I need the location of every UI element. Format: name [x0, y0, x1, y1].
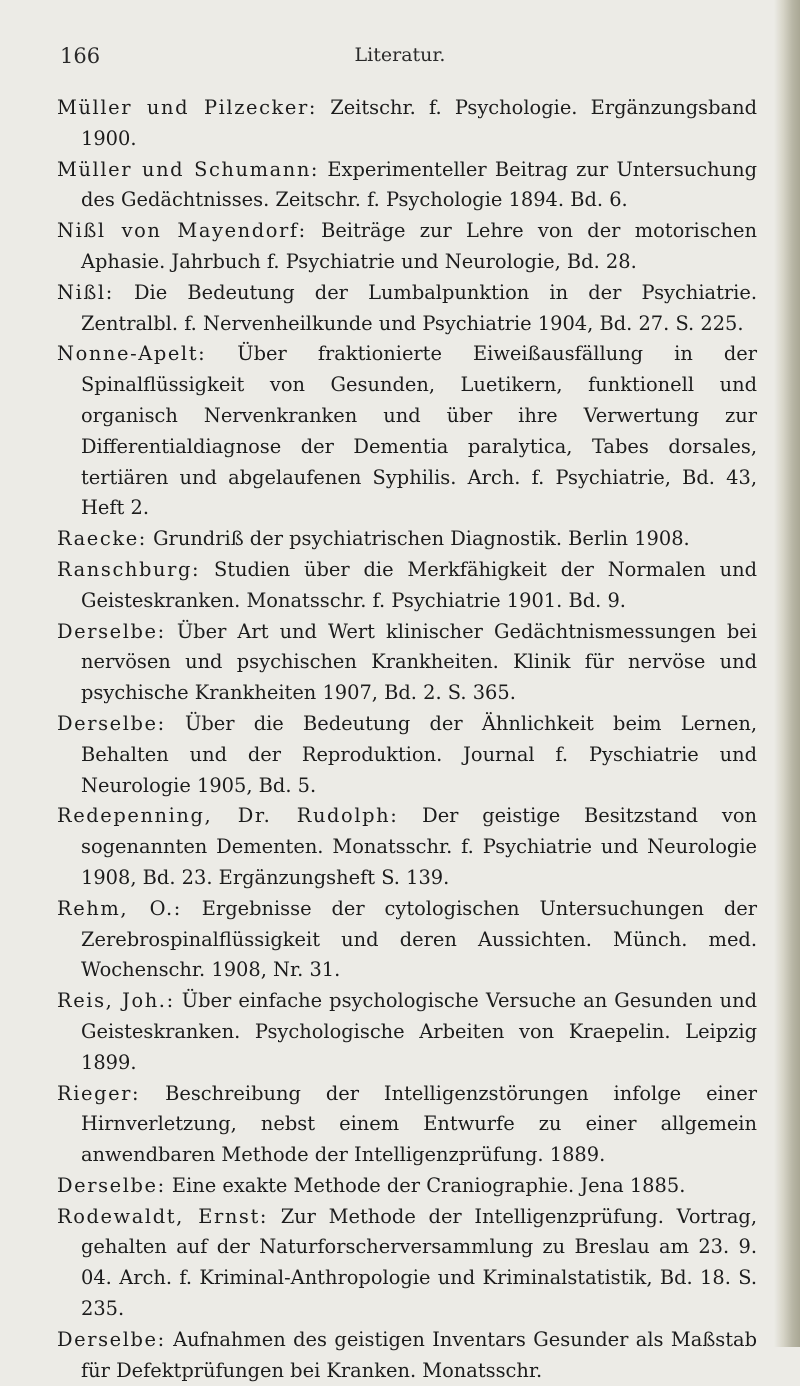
page-edge-shadow: [774, 0, 800, 1347]
entry-text: Zur Methode der Intelligenzprüfung. Vortrag, gehalten auf der Naturforscherversammlung zu Breslau am 23. 9. 04. Arch. f. Kriminal-Anthropologie und Kriminalstatistik, Bd. 18. S. 235.: [81, 1204, 757, 1321]
entry-author: Müller und Schumann:: [57, 157, 320, 181]
page-number: 166: [60, 44, 101, 68]
bibliography-entry: [57, 216, 757, 278]
entry-author: Rodewaldt, Ernst:: [57, 1204, 268, 1228]
entry-text: Über einfache psychologische Versuche an Gesunden und Geisteskranken. Psychologische Arbeiten von Kraepelin. Leipzig 1899.: [81, 989, 757, 1074]
entry-author: Rehm, O.:: [57, 896, 182, 920]
bibliography-entry: [57, 155, 757, 217]
bibliography-entry: [57, 801, 757, 893]
entry-author: Nißl von Mayendorf:: [57, 219, 307, 243]
entry-author: Raecke:: [57, 527, 147, 551]
entry-text: Eine exakte Methode der Craniographie. Jena 1885.: [165, 1173, 686, 1197]
bibliography-entry: [57, 1202, 757, 1325]
entry-text: Über Art und Wert klinischer Gedächtnismessungen bei nervösen und psychischen Krankheiten. Klinik für nervöse und psychische Krankheiten 1907, Bd. 2. S. 365.: [81, 619, 757, 705]
entry-text: Beiträge zur Lehre von der motorischen Aphasie. Jahrbuch f. Psychiatrie und Neurologie, Bd. 28.: [81, 219, 757, 273]
entry-author: Ranschburg:: [57, 557, 201, 581]
bibliography-entry: [57, 709, 757, 801]
running-head: Literatur.: [354, 44, 446, 66]
entry-text: Der geistige Besitzstand von sogenannten Dementen. Monatsschr. f. Psychiatrie und Neurologie 1908, Bd. 23. Ergänzungsheft S. 139.: [81, 804, 757, 889]
entry-text: Über die Bedeutung der Ähnlichkeit beim Lernen, Behalten und der Reproduktion. Journal f. Pyschiatrie und Neurologie 1905, Bd. 5.: [81, 711, 757, 797]
bibliography-entry: [57, 339, 757, 524]
bibliography-entry: [57, 93, 757, 155]
entry-text: Über fraktionierte Eiweißausfällung in der Spinalflüssigkeit von Gesunden, Luetikern, funktionell und organisch Nervenkranken und über ihre Verwertung zur Differentialdiagnose der Dementia paralytica, Tabes dorsales, tertiären und abgelaufenen Syphilis. Arch. f. Psychiatrie, Bd. 43, Heft 2.: [81, 342, 757, 520]
entry-text: Die Bedeutung der Lumbalpunktion in der Psychiatrie. Zentralbl. f. Nervenheilkunde und Psychiatrie 1904, Bd. 27. S. 225.: [81, 280, 757, 335]
bibliography-entry: [57, 1325, 757, 1386]
entry-author: Nonne-Apelt:: [57, 342, 207, 366]
bibliography-entry: [57, 278, 757, 340]
entry-text: Grundriß der psychiatrischen Diagnostik. Berlin 1908.: [146, 527, 690, 551]
entry-author: Derselbe:: [57, 711, 166, 735]
entry-text: Zeitschr. f. Psychologie. Ergänzungsband 1900.: [81, 96, 758, 150]
entry-author: Nißl:: [57, 280, 114, 304]
entry-text: Experimenteller Beitrag zur Untersuchung des Gedächtnisses. Zeitschr. f. Psychologie 1894. Bd. 6.: [81, 157, 757, 212]
entry-author: Derselbe:: [57, 1327, 166, 1351]
bibliography-entry: [57, 894, 757, 986]
entry-author: Rieger:: [57, 1081, 141, 1105]
entry-author: Müller und Pilzecker:: [57, 96, 317, 119]
entry-author: Derselbe:: [57, 1173, 166, 1197]
bibliography-entry: [57, 1079, 757, 1171]
bibliography-entry: [57, 986, 757, 1078]
entry-text: Aufnahmen des geistigen Inventars Gesunder als Maßstab für Defektprüfungen bei Kranken. Monatsschr.: [81, 1327, 757, 1382]
entry-author: Redepenning, Dr. Rudolph:: [57, 804, 399, 828]
bibliography-entry: [57, 524, 757, 555]
entry-author: Reis, Joh.:: [57, 989, 175, 1013]
entry-text: Ergebnisse der cytologischen Untersuchungen der Zerebrospinalflüssigkeit und deren Aussichten. Münch. med. Wochenschr. 1908, Nr. 31.: [81, 896, 758, 982]
entry-text: Studien über die Merkfähigkeit der Normalen und Geisteskranken. Monatsschr. f. Psychiatrie 1901. Bd. 9.: [81, 557, 757, 612]
bibliography-entry: [57, 555, 757, 617]
entry-text: Beschreibung der Intelligenzstörungen infolge einer Hirnverletzung, nebst einem Entwurfe zu einer allgemein anwendbaren Methode der Intelligenzprüfung. 1889.: [81, 1081, 757, 1167]
bibliography-list: [57, 93, 757, 1386]
bibliography-entry: [57, 617, 757, 709]
page-header: [60, 44, 740, 74]
entry-author: Derselbe:: [57, 619, 166, 643]
bibliography-entry: [57, 1171, 757, 1202]
